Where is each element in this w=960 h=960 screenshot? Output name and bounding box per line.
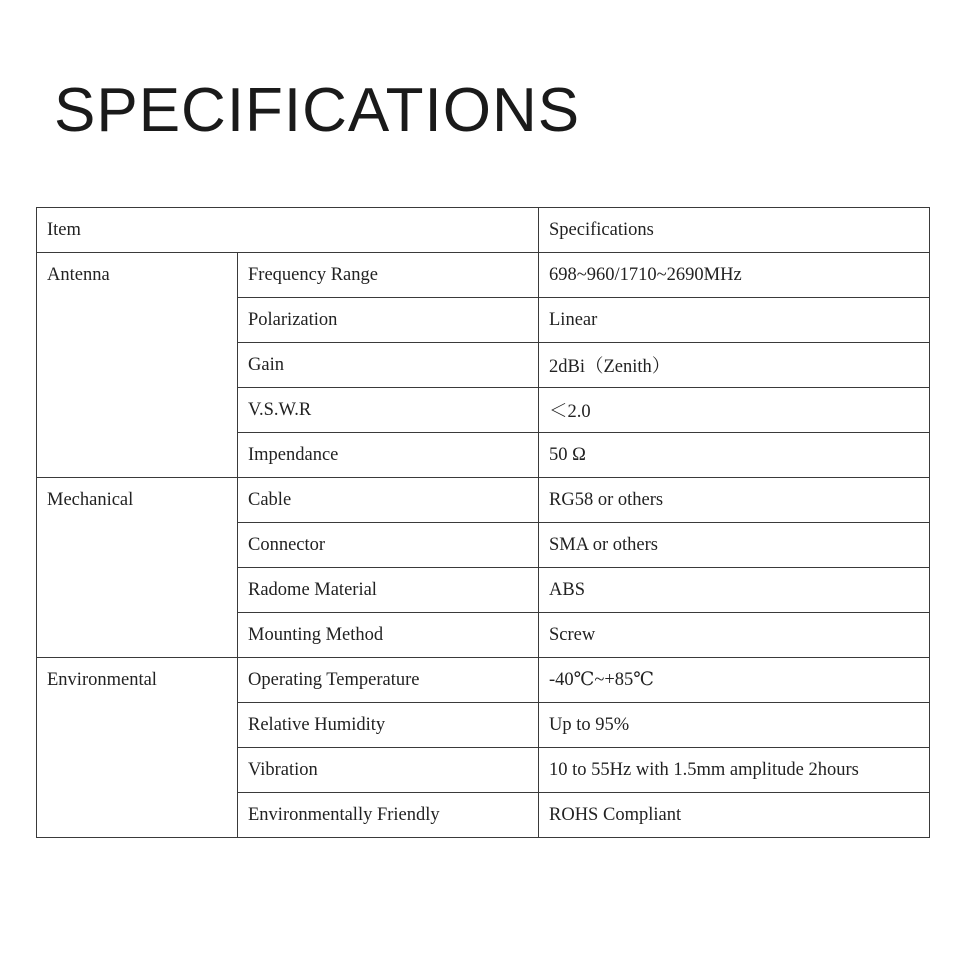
parameter-value: -40℃~+85℃: [539, 658, 930, 703]
parameter-name: Environmentally Friendly: [238, 793, 539, 838]
parameter-name: Operating Temperature: [238, 658, 539, 703]
parameter-name: Impendance: [238, 433, 539, 478]
parameter-value: ABS: [539, 568, 930, 613]
group-name: Mechanical: [37, 478, 238, 658]
parameter-name: Gain: [238, 343, 539, 388]
parameter-value: ＜2.0: [539, 388, 930, 433]
parameter-value: Screw: [539, 613, 930, 658]
parameter-name: Cable: [238, 478, 539, 523]
parameter-name: Connector: [238, 523, 539, 568]
table-row: [37, 658, 930, 703]
parameter-value: 698~960/1710~2690MHz: [539, 253, 930, 298]
parameter-value: Up to 95%: [539, 703, 930, 748]
parameter-name: Frequency Range: [238, 253, 539, 298]
parameter-value: 2dBi（Zenith）: [539, 343, 930, 388]
page-title: SPECIFICATIONS: [54, 76, 581, 145]
parameter-value: ROHS Compliant: [539, 793, 930, 838]
table-row: [37, 253, 930, 298]
parameter-name: Vibration: [238, 748, 539, 793]
table-header-row: [37, 208, 930, 253]
parameter-value: 50 Ω: [539, 433, 930, 478]
parameter-value: 10 to 55Hz with 1.5mm amplitude 2hours: [539, 748, 930, 793]
header-specifications: Specifications: [539, 208, 930, 253]
parameter-name: Mounting Method: [238, 613, 539, 658]
parameter-value: RG58 or others: [539, 478, 930, 523]
parameter-value: SMA or others: [539, 523, 930, 568]
parameter-name: Relative Humidity: [238, 703, 539, 748]
parameter-name: Polarization: [238, 298, 539, 343]
header-item: Item: [37, 208, 539, 253]
parameter-value: Linear: [539, 298, 930, 343]
parameter-name: V.S.W.R: [238, 388, 539, 433]
parameter-name: Radome Material: [238, 568, 539, 613]
group-name: Antenna: [37, 253, 238, 478]
table-row: [37, 478, 930, 523]
group-name: Environmental: [37, 658, 238, 838]
specifications-table: [36, 207, 930, 838]
